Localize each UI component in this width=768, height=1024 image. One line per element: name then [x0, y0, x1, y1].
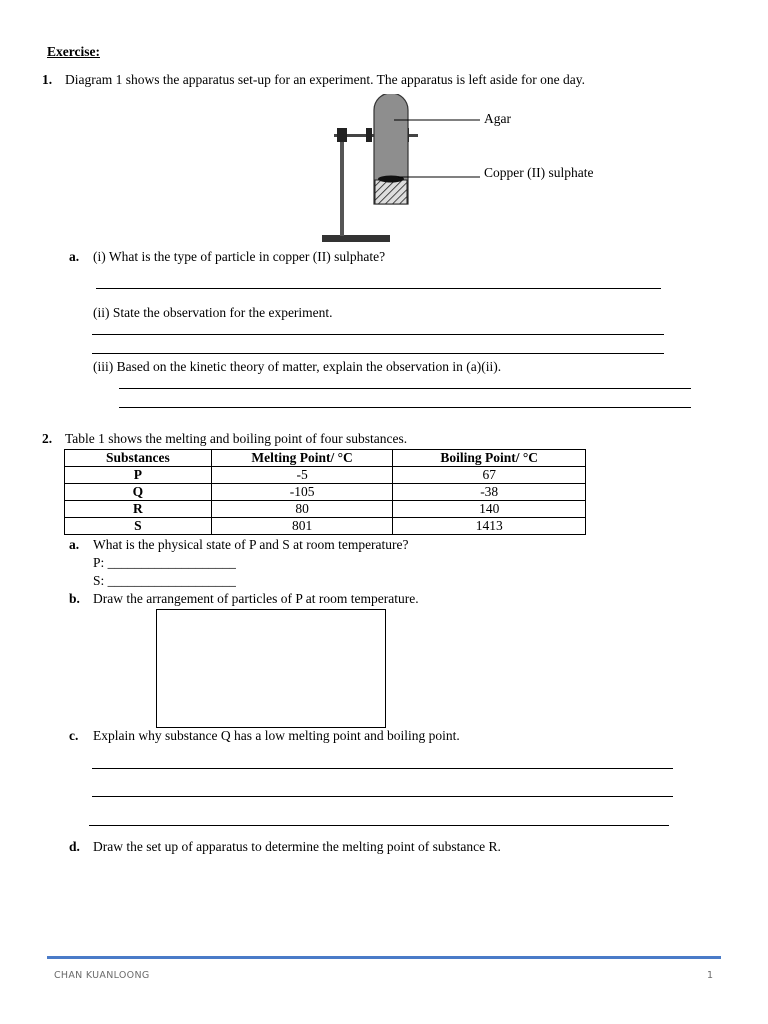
table-row — [65, 484, 586, 501]
answer-line — [92, 768, 673, 769]
q2-a-p-answer: P: ___________________ — [93, 555, 236, 570]
table-cell-substance: R — [65, 501, 212, 518]
q2-a-letter: a. — [69, 537, 80, 552]
q2-b-letter: b. — [69, 591, 80, 606]
stand-rod — [340, 132, 344, 236]
q1-a-iii: (iii) Based on the kinetic theory of matter, explain the observation in (a)(ii). — [93, 359, 502, 374]
q1-text: Diagram 1 shows the apparatus set-up for an experiment. The apparatus is left aside for one day. — [65, 72, 585, 87]
answer-line — [89, 825, 669, 826]
label-agar: Agar — [484, 111, 511, 126]
drawing-box — [156, 609, 386, 728]
clamp-block — [337, 128, 347, 142]
substances-table — [64, 449, 586, 535]
apparatus-diagram — [318, 94, 488, 246]
answer-line — [119, 407, 691, 408]
table-cell: 1413 — [393, 518, 586, 535]
table-header-cell: Substances — [65, 450, 212, 467]
table-cell: 67 — [393, 467, 586, 484]
table-cell: 80 — [211, 501, 393, 518]
table-row — [65, 467, 586, 484]
answer-line — [92, 334, 664, 335]
table-cell-substance: Q — [65, 484, 212, 501]
label-copper-sulphate: Copper (II) sulphate — [484, 165, 594, 180]
q1-a-i: (i) What is the type of particle in copper (II) sulphate? — [93, 249, 386, 264]
copper-sulphate-layer — [375, 180, 407, 204]
q2-d-text: Draw the set up of apparatus to determine the melting point of substance R. — [93, 839, 501, 854]
table-header-row — [65, 450, 586, 467]
answer-line — [119, 388, 691, 389]
q2-b-text: Draw the arrangement of particles of P at room temperature. — [93, 591, 419, 606]
q2-number: 2. — [42, 431, 53, 446]
table-row — [65, 501, 586, 518]
q2-c-text: Explain why substance Q has a low melting point and boiling point. — [93, 728, 460, 743]
table-header-cell: Boiling Point/ °C — [393, 450, 586, 467]
footer-rule — [47, 956, 721, 959]
answer-line — [92, 796, 673, 797]
stand-base — [322, 235, 390, 242]
exercise-heading: Exercise: — [47, 44, 100, 59]
table-cell: 140 — [393, 501, 586, 518]
q1-a-ii: (ii) State the observation for the experiment. — [93, 305, 333, 320]
q2-a-text: What is the physical state of P and S at room temperature? — [93, 537, 409, 552]
table-cell-substance: S — [65, 518, 212, 535]
q2-text: Table 1 shows the melting and boiling point of four substances. — [65, 431, 408, 446]
table-cell: 801 — [211, 518, 393, 535]
q1-part-a-letter: a. — [69, 249, 80, 264]
q2-c-letter: c. — [69, 728, 79, 743]
footer-author: CHAN KUANLOONG — [54, 970, 150, 981]
table-row — [65, 518, 586, 535]
q1-number: 1. — [42, 72, 53, 87]
table-header-cell: Melting Point/ °C — [211, 450, 393, 467]
table-cell: -105 — [211, 484, 393, 501]
answer-line — [96, 288, 661, 289]
q2-a-s-answer: S: ___________________ — [93, 573, 236, 588]
page-number: 1 — [707, 970, 714, 981]
q2-d-letter: d. — [69, 839, 80, 854]
clamp-jaw-left — [366, 128, 372, 142]
table-cell-substance: P — [65, 467, 212, 484]
table-cell: -5 — [211, 467, 393, 484]
table-cell: -38 — [393, 484, 586, 501]
answer-line — [92, 353, 664, 354]
